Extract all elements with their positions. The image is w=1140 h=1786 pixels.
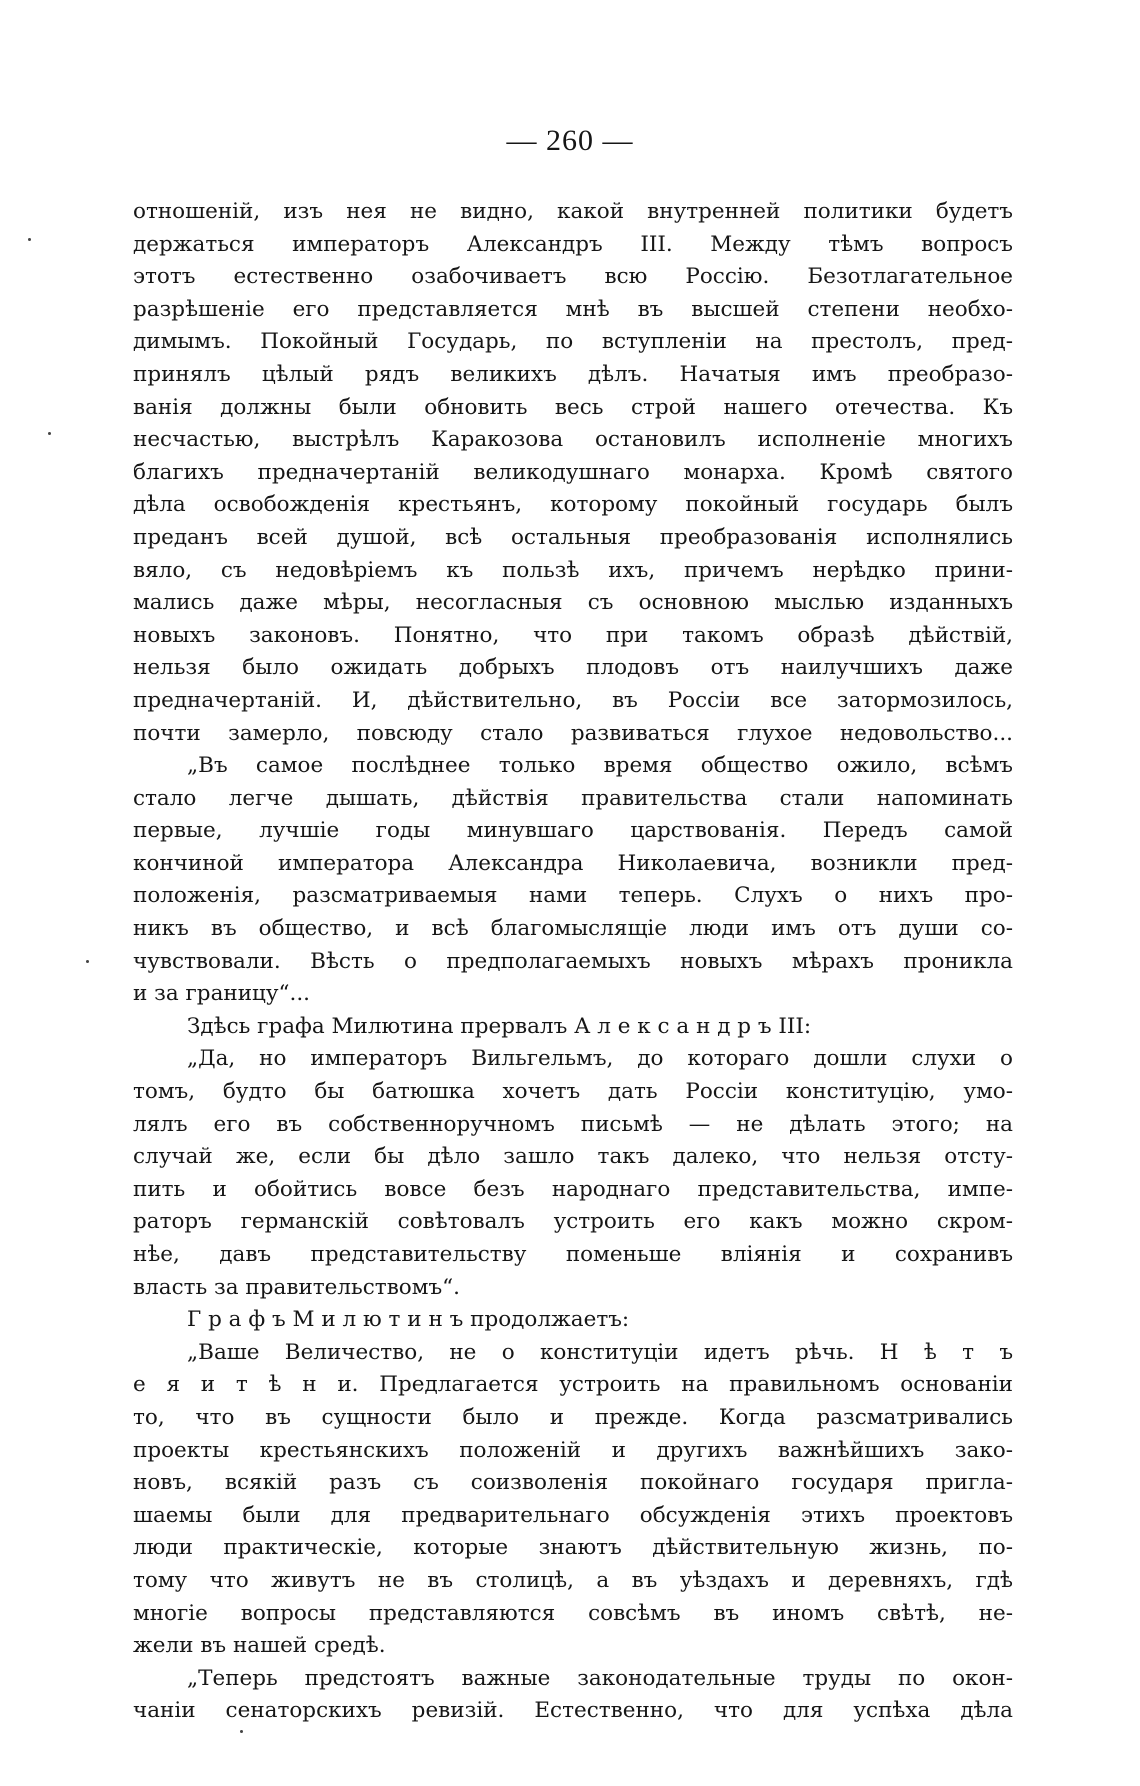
text-line: „Да, но императоръ Вильгельмъ, до котораго дошли слухи о	[187, 1046, 1013, 1072]
text-line: нельзя было ожидать добрыхъ плодовъ отъ наилучшихъ даже	[133, 655, 1013, 681]
text-line: дѣла освобожденія крестьянъ, которому покойный государь былъ	[133, 492, 1013, 518]
scan-speck	[240, 1730, 243, 1733]
text-line: никъ въ общество, и всѣ благомыслящіе люди имъ отъ души со-	[133, 916, 1013, 942]
text-line: преданъ всей душой, всѣ остальныя преобразованія исполнялись	[133, 524, 1013, 550]
text-line: новъ, всякій разъ съ соизволенія покойнаго государя пригла-	[133, 1470, 1013, 1496]
text-line: „Ваше Величество, не о конституціи идетъ рѣчь. Н ѣ т ъ	[187, 1339, 1013, 1365]
text-line: мались даже мѣры, несогласныя съ основною мыслью изданныхъ	[133, 590, 1013, 616]
text-line: новыхъ законовъ. Понятно, что при такомъ образѣ дѣйствій,	[133, 622, 1013, 648]
text-line: Здѣсь графа Милютина прервалъ А л е к с а н д р ъ III:	[187, 1013, 812, 1039]
text-line: вяло, съ недовѣріемъ къ пользѣ ихъ, причемъ нерѣдко прини-	[133, 557, 1013, 583]
text-line: люди практическіе, которые знаютъ дѣйствительную жизнь, по-	[133, 1535, 1013, 1561]
scan-speck	[86, 960, 89, 963]
text-line: случай же, если бы дѣло зашло такъ далеко, что нельзя отсту-	[133, 1144, 1013, 1170]
text-line: ванія должны были обновить весь строй нашего отечества. Къ	[133, 394, 1013, 420]
scan-speck	[48, 432, 51, 435]
text-line: чаніи сенаторскихъ ревизій. Естественно, что для успѣха дѣла	[133, 1698, 1013, 1724]
text-line: разрѣшеніе его представляется мнѣ въ высшей степени необхо-	[133, 296, 1013, 322]
text-line: этотъ естественно озабочиваетъ всю Россію. Безотлагательное	[133, 264, 1013, 290]
text-line: то, что въ сущности было и прежде. Когда разсматривались	[133, 1404, 1013, 1430]
text-line: стало легче дышать, дѣйствія правительства стали напоминать	[133, 785, 1013, 811]
text-line: принялъ цѣлый рядъ великихъ дѣлъ. Начатыя имъ преобразо-	[133, 361, 1013, 387]
text-line: чувствовали. Вѣсть о предполагаемыхъ новыхъ мѣрахъ проникла	[133, 948, 1013, 974]
text-line: и за границу“...	[133, 981, 311, 1007]
text-line: несчастью, выстрѣлъ Каракозова остановилъ исполненіе многихъ	[133, 427, 1013, 453]
text-line: пить и обойтись вовсе безъ народнаго представительства, импе-	[133, 1176, 1013, 1202]
text-line: шаемы были для предварительнаго обсужденія этихъ проектовъ	[133, 1502, 1013, 1528]
text-line: „Въ самое послѣднее только время общество ожило, всѣмъ	[187, 753, 1013, 779]
text-line: е я и т ѣ н и. Предлагается устроить на правильномъ основаніи	[133, 1372, 1013, 1398]
text-line: проекты крестьянскихъ положеній и другихъ важнѣйшихъ зако-	[133, 1437, 1013, 1463]
text-line: лялъ его въ собственноручномъ письмѣ — не дѣлать этого; на	[133, 1111, 1013, 1137]
text-line: нѣе, давъ представительству поменьше вліянія и сохранивъ	[133, 1242, 1013, 1267]
text-line: первые, лучшіе годы минувшаго царствованія. Передъ самой	[133, 818, 1013, 844]
text-line: положенія, разсматриваемыя нами теперь. Слухъ о нихъ про-	[133, 883, 1013, 909]
text-line: благихъ предначертаній великодушнаго монарха. Кромѣ святого	[133, 459, 1013, 485]
text-line: отношеній, изъ нея не видно, какой внутренней политики будетъ	[133, 199, 1013, 224]
text-line: жели въ нашей средѣ.	[133, 1633, 386, 1659]
text-line: многіе вопросы представляются совсѣмъ въ иномъ свѣтѣ, не-	[133, 1600, 1013, 1626]
text-line: раторъ германскій совѣтовалъ устроить его какъ можно скром-	[133, 1209, 1013, 1235]
text-line: тому что живутъ не въ столицѣ, а въ уѣздахъ и деревняхъ, гдѣ	[133, 1567, 1013, 1593]
text-line: держаться императоръ Александръ III. Между тѣмъ вопросъ	[133, 231, 1013, 257]
text-line: предначертаній. И, дѣйствительно, въ Россіи все затормозилось,	[133, 687, 1013, 713]
text-line: томъ, будто бы батюшка хочетъ дать Россіи конституцію, умо-	[133, 1079, 1013, 1105]
scan-speck	[28, 238, 31, 241]
text-line: „Теперь предстоятъ важные законодательные труды по окон-	[187, 1665, 1013, 1691]
body-text	[133, 196, 1013, 1728]
text-line: димымъ. Покойный Государь, по вступленіи на престолъ, пред-	[133, 329, 1013, 355]
text-line: Г р а ф ъ М и л ю т и н ъ продолжаетъ:	[187, 1307, 630, 1333]
text-line: власть за правительствомъ“.	[133, 1274, 460, 1300]
text-line: кончиной императора Александра Николаевича, возникли пред-	[133, 850, 1013, 876]
text-line: почти замерло, повсюду стало развиваться глухое недовольство...	[133, 720, 1013, 746]
page-number: — 260 —	[506, 124, 634, 157]
